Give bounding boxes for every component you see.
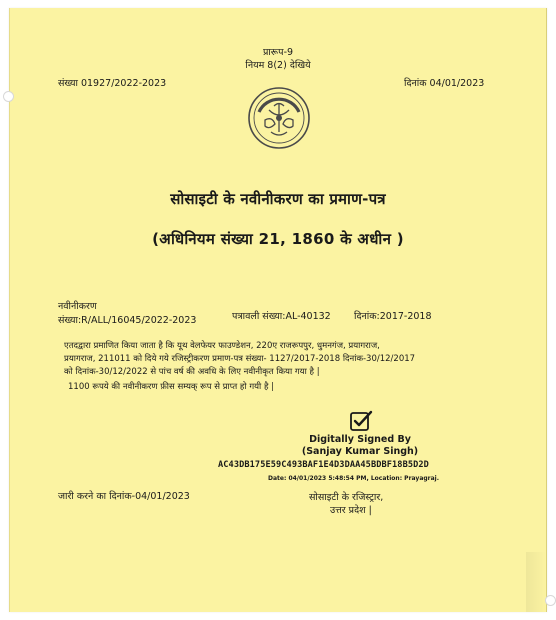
up-government-seal-icon <box>247 86 311 150</box>
certificate-title: सोसाइटी के नवीनीकरण का प्रमाण-पत्र <box>170 190 386 208</box>
digitally-signed-label: Digitally Signed By <box>309 434 411 445</box>
form-number: प्रारूप-9 <box>262 47 294 58</box>
punch-hole-left <box>3 91 14 102</box>
registrar-state: उत्तर प्रदेश | <box>330 505 372 516</box>
renewal-period: दिनांक:2017-2018 <box>354 311 432 322</box>
digital-signature-check-icon <box>349 409 373 433</box>
body-line-1: एतदद्वारा प्रमाणित किया जाता है कि यूथ वेलफेयर फाउण्डेशन, 220ए राजरूपपुर, धुमनगंज, प्रयागराज, <box>64 341 380 351</box>
certificate-date: दिनांक 04/01/2023 <box>404 78 485 89</box>
registrar-title: सोसाइटी के रजिस्ट्रार, <box>309 492 384 503</box>
renewal-label: नवीनीकरण <box>58 301 97 312</box>
body-line-2: प्रयागराज, 211011 को दिये गये रजिस्ट्रीकरण प्रमाण-पत्र संख्या- 1127/2017-2018 दिनांक-30/12/2017 <box>64 354 416 364</box>
issue-date: जारी करने का दिनांक-04/01/2023 <box>58 491 190 502</box>
page-shadow <box>526 552 546 612</box>
signature-hash: AC43DB175E59C493BAF1E4D3DAA45BDBF18B5D2D <box>218 460 429 470</box>
signature-meta: Date: 04/01/2023 5:48:54 PM, Location: Prayagraj. <box>268 475 439 482</box>
body-line-4: 1100 रूपये की नवीनीकरण फ़ीस सम्यक् रूप से प्राप्त हो गयी है | <box>68 382 275 392</box>
signer-name: (Sanjay Kumar Singh) <box>301 446 419 457</box>
punch-hole-right <box>545 595 556 606</box>
file-number: पत्रावली संख्या:AL-40132 <box>232 311 331 322</box>
renewal-number: संख्या:R/ALL/16045/2022-2023 <box>58 315 197 326</box>
body-line-3: को दिनांक-30/12/2022 से पांच वर्ष की अवधि के लिए नवीनीकृत किया गया है | <box>64 367 320 377</box>
certificate-number: संख्या 01927/2022-2023 <box>58 78 167 89</box>
certificate-subtitle: (अधिनियम संख्या 21, 1860 के अधीन ) <box>152 230 404 248</box>
rule-reference: नियम 8(2) देखिये <box>245 60 311 71</box>
